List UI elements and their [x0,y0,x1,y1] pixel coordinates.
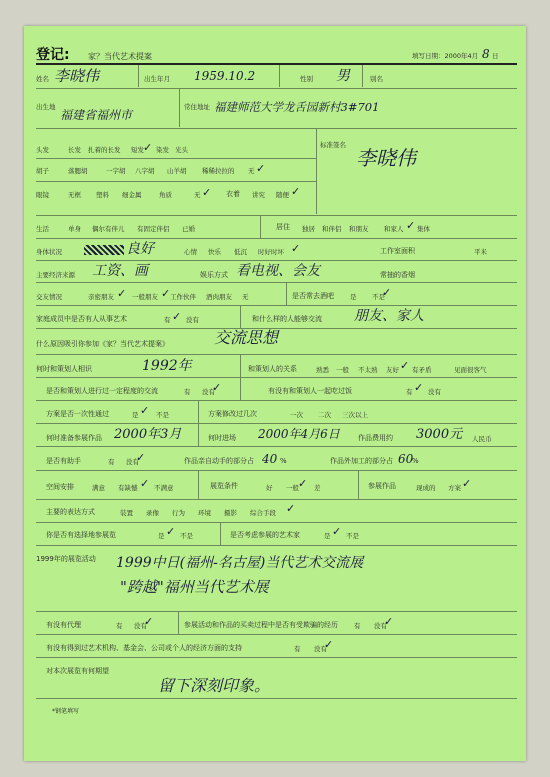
form-label: 参展作品 [368,482,396,490]
outsource-unit: % [412,457,419,465]
birth-label: 出生年月 [144,75,170,83]
clothes-opt-0[interactable]: 讲究 [252,191,265,199]
once-opt-0[interactable]: 是 [132,411,139,419]
space-label: 空间安排 [46,483,74,491]
glasses-opt-4[interactable]: 无 [194,191,201,199]
studio-label: 工作室面积 [380,247,415,255]
glasses-opt-0[interactable]: 无框 [68,191,81,199]
self-ratio-value: 40 [262,452,278,466]
relation-opt-4[interactable]: 有矛盾 [412,366,432,374]
living-opt-3[interactable]: 和家人 [384,225,404,233]
support-opt-1[interactable]: 没有 [314,645,327,653]
name-value: 李晓伟 [54,67,100,85]
conditions-opt-2[interactable]: 差 [314,484,321,492]
hair-opt-dyed[interactable]: 染发 [156,146,169,154]
clothes-label: 衣着 [226,190,240,198]
hair-opt-tied[interactable]: 扎着的长发 [88,146,121,154]
family-art-label: 家庭成员中是否有人从事艺术 [36,315,127,323]
reason-label: 什么原因吸引你参加《家？当代艺术提案》 [36,340,169,348]
exhib-line-2: "跨越"福州当代艺术展 [120,578,269,596]
relate-value: 朋友、家人 [354,308,424,324]
choose-label: 你是否有选择地参展览 [46,531,116,539]
form-opt-1[interactable]: 方案 [448,484,461,492]
bar-opt-0[interactable]: 是 [350,293,357,301]
date-suffix: 日 [492,52,499,60]
check-mark-icon: ✓ [140,404,150,417]
discuss-label: 是否和策划人进行过一定程度的交流 [46,387,158,395]
income-label: 主要经济来源 [36,271,75,279]
agent-opt-1[interactable]: 没有 [134,622,147,630]
dinner-opt-1[interactable]: 没有 [428,388,441,396]
check-mark-icon: ✓ [324,638,334,651]
check-mark-icon: ✓ [400,359,410,372]
check-mark-icon: ✓ [384,615,394,628]
conditions-label: 展览条件 [210,482,238,490]
cheated-opt-1[interactable]: 没有 [374,622,387,630]
signature-label: 标准签名 [320,141,346,149]
social-opt-3[interactable]: 酒肉朋友 [206,293,232,301]
mood-opt-1[interactable]: 低沉 [234,248,247,256]
choose-opt-1[interactable]: 不是 [180,532,193,540]
birthplace-value: 福建省福州市 [60,108,133,122]
bar-label: 是否常去酒吧 [292,292,334,300]
agent-label: 有没有代理 [46,621,81,629]
space-opt-2[interactable]: 不满意 [154,484,174,492]
know-label: 何时和策划人相识 [36,365,92,373]
mood-opt-2[interactable]: 时好时坏 [258,248,284,256]
helper-label: 是否有助手 [46,457,81,465]
conditions-opt-1[interactable]: 一般 [286,484,299,492]
form-subtitle: 家？当代艺术提案 [88,52,152,61]
income-value: 工资、画 [92,263,148,279]
hair-opt-bald[interactable]: 光头 [175,146,188,154]
life-opt-3[interactable]: 已婚 [182,225,195,233]
gender-value: 男 [336,68,350,84]
check-mark-icon: ✓ [382,286,392,299]
address-value: 福建师范大学龙舌园新村3#701 [214,100,380,114]
self-ratio-label: 作品亲自动手的部分占 [184,457,254,465]
glasses-label: 眼镜 [36,191,49,199]
life-label: 生活 [36,225,49,233]
gender-label: 性别 [300,75,313,83]
dinner-label: 有没有和策划人一起吃过饭 [268,387,352,395]
agent-opt-0[interactable]: 有 [116,622,123,630]
conditions-opt-0[interactable]: 好 [266,484,273,492]
cigs-label: 常抽的香烟 [380,271,415,279]
check-mark-icon: ✓ [414,381,424,394]
dinner-opt-0[interactable]: 有 [406,388,413,396]
outsource-label: 作品外加工的部分占 [330,457,393,465]
check-mark-icon: ✓ [462,477,472,490]
beard-opt-5[interactable]: 无 [248,167,255,175]
exhib-line-1: 1999中日(福州-名古屋)当代艺术交流展 [116,555,364,571]
relation-opt-3[interactable]: 友好 [386,366,399,374]
family-art-opt-1[interactable]: 没有 [186,316,199,324]
exhib-label: 1999年的展览活动 [36,555,96,563]
beard-label: 胡子 [36,167,49,175]
footer-note: *钢笔填写 [52,708,80,715]
check-mark-icon: ✓ [161,287,171,300]
birthplace-label: 出生地 [36,103,56,111]
media-opt-5[interactable]: 综合手段 [250,509,276,517]
cost-unit: 人民币 [472,435,492,443]
relation-opt-1[interactable]: 一般 [336,366,349,374]
relation-opt-0[interactable]: 熟悉 [316,366,329,374]
check-mark-icon: ✓ [140,477,150,490]
check-mark-icon: ✓ [172,310,182,323]
bring-opt-0[interactable]: 是 [324,532,331,540]
relation-opt-2[interactable]: 不太熟 [358,366,378,374]
check-mark-icon: ✓ [143,141,153,154]
know-value: 1992年 [142,358,192,374]
form-opt-0[interactable]: 现成的 [416,484,436,492]
date-day: 8 [482,47,490,61]
name-label: 姓名 [36,75,49,83]
discuss-opt-0[interactable]: 有 [184,388,191,396]
media-opt-1[interactable]: 录像 [146,509,159,517]
address-label: 常住地址 [184,103,210,111]
form-title: 登记: [36,47,70,63]
discuss-opt-1[interactable]: 没有 [202,388,215,396]
check-mark-icon: ✓ [298,477,308,490]
check-mark-icon: ✓ [256,162,266,175]
helper-opt-0[interactable]: 有 [108,458,115,466]
helper-opt-1[interactable]: 没有 [126,458,139,466]
beard-opt-0[interactable]: 落腮胡 [68,167,88,175]
registration-form [24,26,526,761]
alias-label: 别名 [370,75,383,83]
living-opt-4[interactable]: 集体 [417,225,430,233]
glasses-opt-1[interactable]: 塑料 [96,191,109,199]
studio-unit: 平米 [474,248,487,256]
hair-label: 头发 [36,146,49,154]
fun-value: 看电视、会友 [236,263,320,279]
clothes-opt-1[interactable]: 随便 [276,191,289,199]
hope-label: 对本次展览有何期望 [46,667,109,675]
beard-opt-1[interactable]: 一字胡 [106,167,126,175]
prep-label: 何时准备参展作品 [46,434,102,442]
revise-label: 方案修改过几次 [208,410,257,418]
check-mark-icon: ✓ [291,185,301,198]
revise-opt-2[interactable]: 三次以上 [342,411,368,419]
once-opt-1[interactable]: 不是 [156,411,169,419]
social-opt-0[interactable]: 亲密朋友 [88,293,114,301]
social-opt-1[interactable]: 一般朋友 [132,293,158,301]
family-art-opt-0[interactable]: 有 [164,316,171,324]
check-mark-icon: ✓ [136,451,146,464]
beard-opt-4[interactable]: 稀稀拉拉的 [202,167,235,175]
living-opt-0[interactable]: 独居 [302,225,315,233]
check-mark-icon: ✓ [144,615,154,628]
media-label: 主要的表达方式 [46,508,95,516]
bring-label: 是否考虑参展的艺术家 [230,531,300,539]
hair-opt-long[interactable]: 长发 [68,146,81,154]
space-opt-1[interactable]: 有缺憾 [118,484,138,492]
revise-opt-0[interactable]: 一次 [290,411,303,419]
signature-value: 李晓伟 [356,146,416,170]
check-mark-icon: ✓ [291,242,301,255]
relate-label: 和什么样的人能够交流 [252,315,322,323]
reason-value: 交流思想 [214,328,279,347]
mood-label: 心情 [184,248,197,256]
revise-opt-1[interactable]: 二次 [318,411,331,419]
media-opt-2[interactable]: 行为 [172,509,185,517]
arrive-value: 2000年4月6日 [258,427,340,441]
living-opt-1[interactable]: 和伴侣 [322,225,342,233]
media-opt-3[interactable]: 环境 [198,509,211,517]
bar-opt-1[interactable]: 不是 [372,293,385,301]
cheated-label: 参展活动和作品的买卖过程中是否有受欺骗的经历 [184,621,338,629]
outsource-value: 60 [398,452,414,466]
beard-opt-2[interactable]: 八字胡 [135,167,155,175]
check-mark-icon: ✓ [117,287,127,300]
social-opt-4[interactable]: 无 [242,293,249,301]
support-label: 有没有得到过艺术机构、基金会、公司或个人的经济方面的支持 [46,644,242,652]
check-mark-icon: ✓ [332,525,342,538]
prep-value: 2000年3月 [114,427,182,442]
hair-opt-short[interactable]: 短发 [131,146,144,154]
date-label: 填写日期：2000年4月 [412,52,479,60]
relation-label: 和策划人的关系 [248,365,297,373]
check-mark-icon: ✓ [212,381,222,394]
health-value: 良好 [126,241,154,257]
choose-opt-0[interactable]: 是 [158,532,165,540]
mood-opt-0[interactable]: 快乐 [208,248,221,256]
arrive-label: 何时进场 [208,434,236,442]
media-opt-0[interactable]: 装置 [120,509,133,517]
hope-value: 留下深刻印象。 [158,676,271,695]
media-opt-4[interactable]: 摄影 [224,509,237,517]
cost-label: 作品费用约 [358,434,393,442]
space-opt-0[interactable]: 满意 [92,484,105,492]
check-mark-icon: ✓ [406,219,416,232]
beard-opt-3[interactable]: 山羊胡 [167,167,187,175]
living-label: 居住 [276,223,290,231]
birth-value: 1959.10.2 [194,69,256,83]
support-opt-0[interactable]: 有 [294,645,301,653]
bring-opt-1[interactable]: 不是 [346,532,359,540]
fun-label: 娱乐方式 [200,271,228,279]
glasses-opt-3[interactable]: 角质 [159,191,172,199]
crossed-out-text-icon [84,245,124,255]
once-label: 方案是否一次性通过 [46,410,109,418]
relation-opt-5[interactable]: 见面很客气 [454,366,487,374]
self-ratio-unit: % [280,457,287,465]
health-label: 身体状况 [36,248,62,256]
check-mark-icon: ✓ [286,502,296,515]
cheated-opt-0[interactable]: 有 [354,622,361,630]
life-opt-2[interactable]: 有固定伴侣 [137,225,170,233]
cost-value: 3000元 [416,427,463,442]
social-opt-2[interactable]: 工作伙伴 [170,293,196,301]
living-opt-2[interactable]: 和朋友 [349,225,369,233]
check-mark-icon: ✓ [202,186,212,199]
glasses-opt-2[interactable]: 细金属 [122,191,142,199]
life-opt-0[interactable]: 单身 [68,225,81,233]
check-mark-icon: ✓ [166,525,176,538]
social-label: 交友情况 [36,293,62,301]
life-opt-1[interactable]: 偶尔有伴儿 [92,225,125,233]
